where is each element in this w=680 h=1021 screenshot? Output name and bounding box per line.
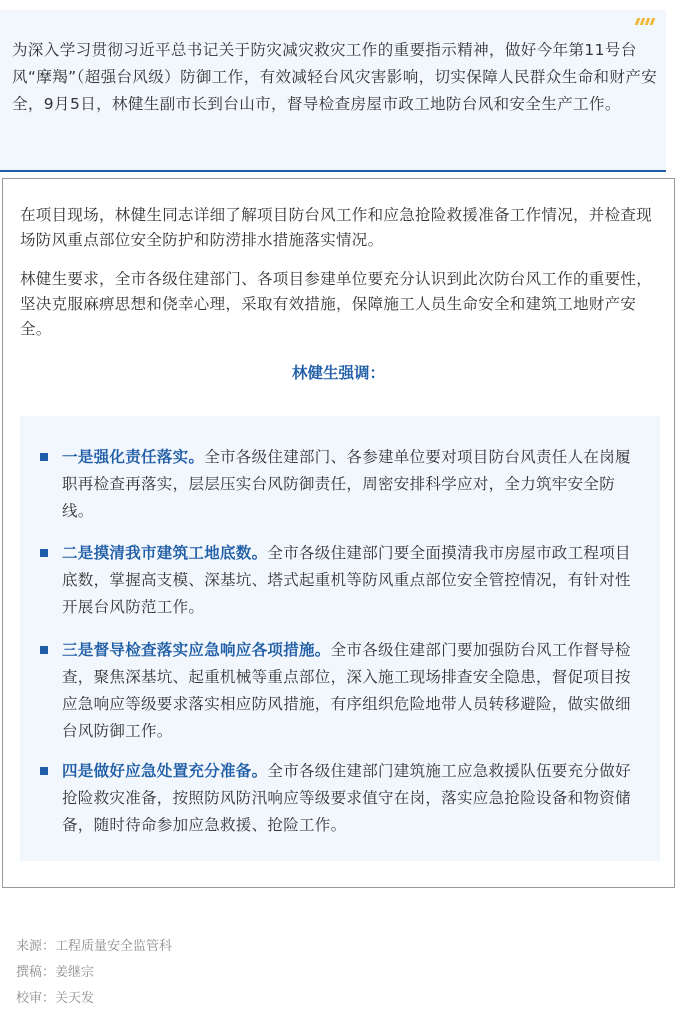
body-paragraph-2: 林健生要求，全市各级住建部门、各项目参建单位要充分认识到此次防台风工作的重要性，坚决克服麻痹思想和侥幸心理，采取有效措施，保障施工人员生命安全和建筑工地财产安全。 — [20, 270, 653, 338]
corner-stripes-decoration — [635, 18, 656, 25]
key-points-panel — [20, 416, 660, 861]
credit-author: 撰稿：姜继宗 — [16, 965, 95, 980]
key-point-lead: 一是强化责任落实。 — [62, 448, 205, 466]
square-bullet-icon — [40, 453, 48, 461]
key-point-text: 全市各级住建部门、各参建单位要对项目防台风责任人在岗履职再检查再落实，层层压实台风防御责任，周密安排科学应对，全力筑牢安全防线。 — [62, 448, 631, 520]
credit-source: 来源：工程质量安全监管科 — [16, 939, 173, 954]
key-point-lead: 二是摸清我市建筑工地底数。 — [62, 544, 268, 562]
key-point-text: 全市各级住建部门要加强防台风工作督导检查，聚焦深基坑、起重机械等重点部位，深入施工现场排查安全隐患，督促项目按应急响应等级要求落实相应防风措施，有序组织危险地带人员转移避险，做实做细台风防御工作。 — [62, 641, 631, 740]
key-point-text: 全市各级住建部门建筑施工应急救援队伍要充分做好抢险救灾准备，按照防风防汛响应等级要求值守在岗，落实应急抢险设备和物资储备，随时待命参加应急救援、抢险工作。 — [62, 762, 631, 834]
key-point-3 — [40, 637, 645, 745]
intro-box — [0, 10, 666, 172]
key-point-lead: 三是督导检查落实应急响应各项措施。 — [62, 641, 331, 659]
emphasis-title: 林健生强调： — [291, 364, 385, 382]
square-bullet-icon — [40, 767, 48, 775]
key-point-2 — [40, 540, 645, 621]
main-content-box — [2, 178, 675, 888]
body-paragraph-1: 在项目现场，林健生同志详细了解项目防台风工作和应急抢险救援准备工作情况，并检查现场防风重点部位安全防护和防涝排水措施落实情况。 — [20, 206, 653, 249]
key-point-text: 全市各级住建部门要全面摸清我市房屋市政工程项目底数，掌握高支模、深基坑、塔式起重机等防风重点部位安全管控情况，有针对性开展台风防范工作。 — [62, 544, 631, 616]
square-bullet-icon — [40, 549, 48, 557]
credits — [16, 934, 172, 1012]
credit-reviewer: 校审：关天发 — [16, 991, 95, 1006]
key-point-lead: 四是做好应急处置充分准备。 — [62, 762, 268, 780]
key-point-1 — [40, 444, 645, 525]
square-bullet-icon — [40, 646, 48, 654]
intro-paragraph: 为深入学习贯彻习近平总书记关于防灾减灾救灾工作的重要指示精神，做好今年第11号台风“摩羯”（超强台风级）防御工作，有效减轻台风灾害影响，切实保障人民群众生命和财产安全，9月5日，林健生副市长到台山市，督导检查房屋市政工地防台风和安全生产工作。 — [12, 41, 658, 113]
key-point-4 — [40, 758, 645, 839]
